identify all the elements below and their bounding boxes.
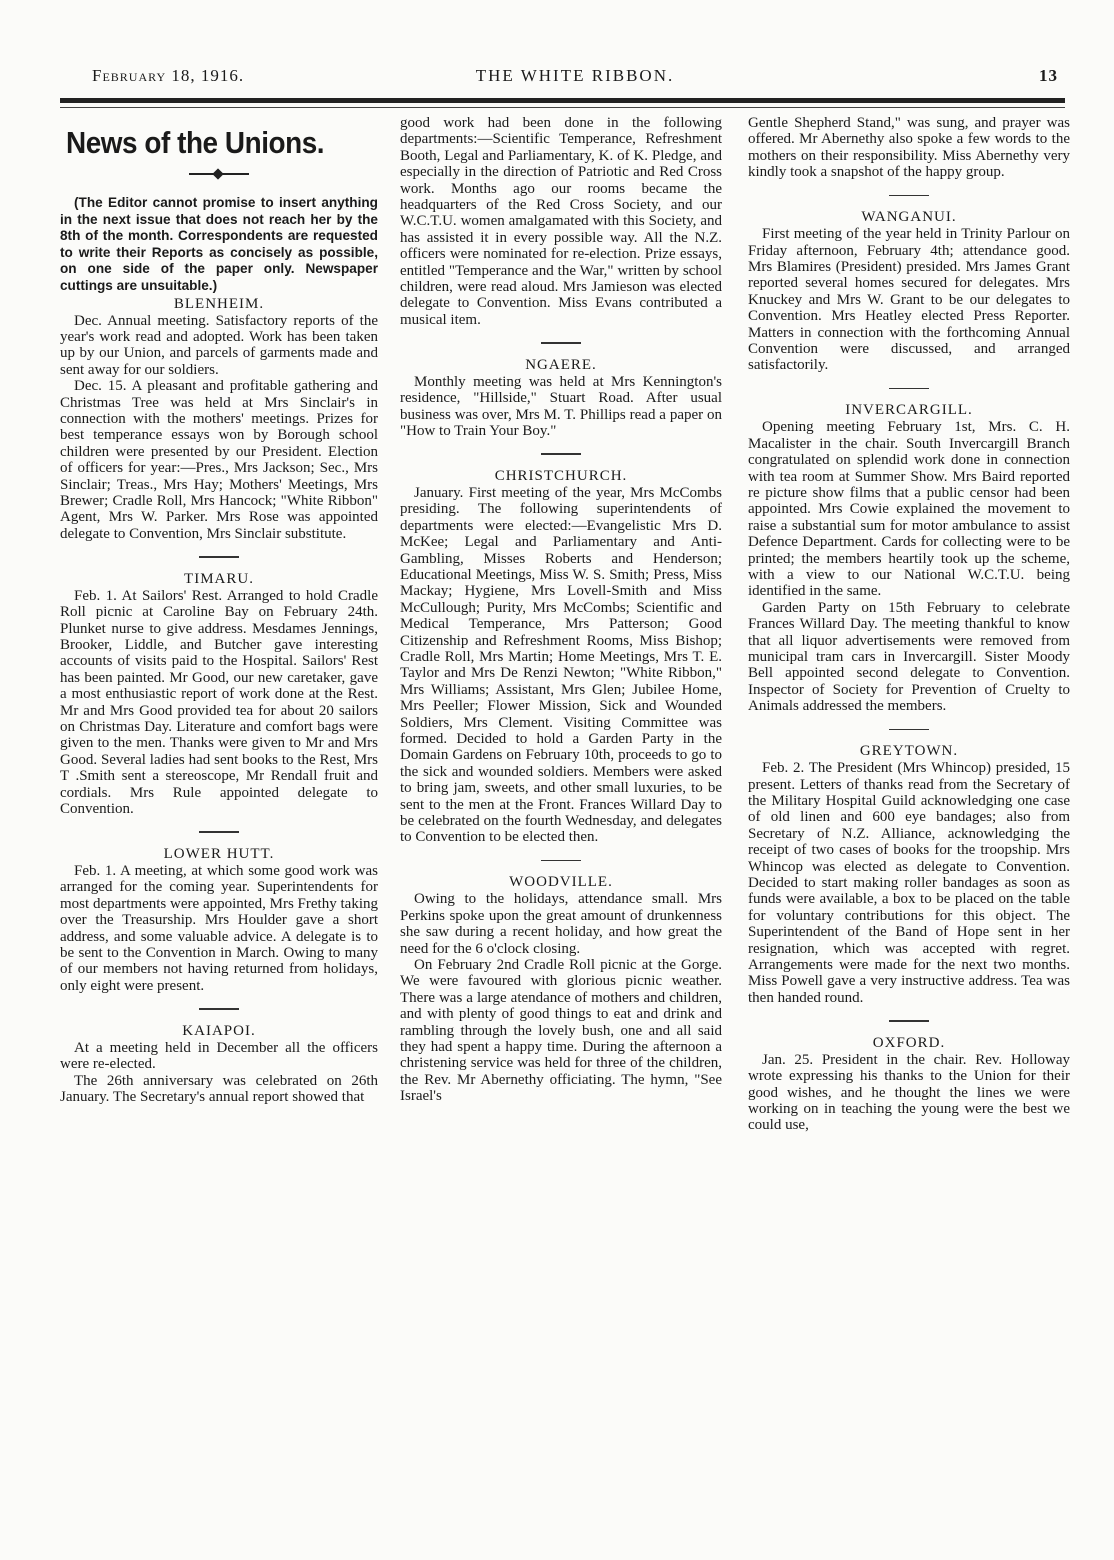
union-heading-woodville: WOODVILLE.: [509, 874, 613, 891]
header-rule: [60, 98, 1065, 103]
section-title: News of the Unions.: [66, 125, 325, 160]
report-paragraph: Opening meeting February 1st, Mrs. C. H. Macalister in the chair. South Invercargill Branch congratulated on splendid work done in connection with tea room at Summer Show. Mrs Baird reported re picture show films that a public censor had been appointed. Mrs Cowie explained the movement to raise a substantial sum for motor ambulance to assist Defence Department. Cards for collecting were to be printed; the members heartily took up the scheme, with a view to our National W.C.T.U. being identified in the same.: [748, 419, 1070, 600]
section-divider: [541, 342, 581, 344]
report-paragraph: On February 2nd Cradle Roll picnic at the Gorge. We were favoured with glorious picnic weather. There was a large atendance of mothers and children, and with plenty of good things to eat and drink and rambling through the lovely bush, one and all said they had spent a happy time. During the afternoon a christening service was held for three of the children, the Rev. Mr Abernethy officiating. The hymn, "See Israel's: [400, 956, 722, 1105]
report-paragraph: First meeting of the year held in Trinity Parlour on Friday afternoon, February 4th; attendance good. Mrs Blamires (President) presided. Mrs James Grant reported several homes secured for delegates. Mrs Knuckey and Mrs W. Grant to be our delegates to Convention. Mrs Heatley elected Press Reporter. Matters in connection with the forthcoming Annual Convention were discussed, and arranged satisfactorily.: [748, 226, 1070, 374]
section-divider: [889, 388, 929, 390]
union-heading-kaiapoi: KAIAPOI.: [182, 1022, 256, 1039]
report-paragraph: Dec. Annual meeting. Satisfactory reports of the year's work read and adopted. Work has been taken up by our Union, and parcels of garments made and sent away for our soldiers.: [60, 312, 378, 378]
section-divider: [541, 860, 581, 862]
column-3: [748, 115, 1070, 1134]
report-paragraph: Monthly meeting was held at Mrs Kennington's residence, "Hillside," Stuart Road. After usual business was over, Mrs M. T. Phillips read a paper on "How to Train Your Boy.": [400, 373, 722, 439]
column-1: [60, 115, 378, 1105]
union-heading-oxford: OXFORD.: [872, 1034, 946, 1051]
publication-title: THE WHITE RIBBON.: [475, 66, 675, 85]
issue-date: February 18, 1916.: [92, 66, 245, 85]
page-header: [92, 60, 1058, 90]
section-divider: [199, 831, 239, 833]
section-divider: [889, 1020, 929, 1022]
union-heading-lower-hutt: LOWER HUTT.: [163, 845, 275, 862]
section-divider: [199, 1008, 239, 1010]
header-rule-thin: [60, 107, 1065, 108]
section-divider: [889, 195, 929, 197]
title-ornament: [189, 173, 249, 175]
report-paragraph: Gentle Shepherd Stand," was sung, and prayer was offered. Mr Abernethy also spoke a few words to the mothers on their responsibility. Miss Abernethy very kindly took a snapshot of the happy group.: [748, 115, 1070, 181]
report-paragraph: Garden Party on 15th February to celebrate Frances Willard Day. The meeting thankful to know that all liquor advertisements were removed from municipal tram cars in Invercargill. Sister Moody Bell appointed second delegate to Convention. Inspector of Society for Prevention of Cruelty to Animals addressed the members.: [748, 599, 1070, 715]
union-heading-greytown: GREYTOWN.: [859, 743, 959, 760]
report-paragraph: Jan. 25. President in the chair. Rev. Holloway wrote expressing his thanks to the Union for their good wishes, and he thought the lines we were working on in teaching the young were the best we could use,: [748, 1051, 1070, 1134]
report-paragraph: Dec. 15. A pleasant and profitable gathering and Christmas Tree was held at Mrs Sinclair's in connection with the mothers' meetings. Prizes for best temperance essays won by Borough school children were presented by our President. Election of officers for year:—Pres., Mrs Jackson; Sec., Mrs Sinclair; Treas., Mrs Hay; Mothers' Meetings, Mrs Brewer; Cradle Roll, Mrs Hancock; "White Ribbon" Agent, Mrs W. Parker. Mrs Rose was appointed delegate to Convention, Mrs Sinclair substitute.: [60, 378, 378, 542]
report-paragraph: good work had been done in the following departments:—Scientific Temperance, Refreshment Booth, Legal and Parliamentary, K. of K. Pledge, and especially in the direction of Patriotic and Red Cross work. Months ago our rooms became the headquarters of the Red Cross Society, and our W.C.T.U. women amalgamated with this Society, and has assisted it in every possible way. All the N.Z. officers were nominated for re-election. Prize essays, entitled "Temperance and the War," written by school children, were read aloud. Mrs Jamieson was elected delegate to Convention. Miss Evans contributed a musical item.: [400, 115, 722, 328]
union-heading-timaru: TIMARU.: [184, 570, 254, 587]
union-heading-blenheim: BLENHEIM.: [173, 295, 265, 312]
section-divider: [889, 729, 929, 731]
column-2: [400, 115, 722, 1105]
page-number: 13: [1039, 66, 1058, 85]
report-paragraph: Feb. 2. The President (Mrs Whincop) presided, 15 present. Letters of thanks read from the Secretary of the Military Hospital Guild acknowledging one case of old linen and 600 eye bandages; also from Secretary of N.Z. Alliance, acknowledging the receipt of two cases of books for the troopship. Mrs Whincop was elected as delegate to Convention. Decided to start making roller bandages as soon as funds were available, a box to be placed on the table for voluntary contributions for this object. The Superintendent of the Band of Hope sent in her resignation, which was accepted with regret. Arrangements were made for the next two months. Miss Powell gave a very instructive address. Tea was then handed round.: [748, 760, 1070, 1006]
report-paragraph: January. First meeting of the year, Mrs McCombs presiding. The following superintendents of departments were elected:—Evangelistic Mrs D. McKee; Legal and Parliamentary and Anti-Gambling, Misses Roberts and Henderson; Educational Meetings, Miss W. S. Smith; Press, Miss Mackay; Hygiene, Mrs Lovell-Smith and Miss McCullough; Purity, Mrs McCombs; Scientific and Medical Temperance, Mrs Patterson; Good Citizenship and Refreshment Rooms, Miss Bishop; Cradle Roll, Mrs Martin; Home Meetings, Mrs T. E. Taylor and Mrs De Renzi Newton; "White Ribbon," Mrs Williams; Assistant, Mrs Glen; Jubilee Home, Mrs Peeller; Flower Mission, Sick and Wounded Soldiers, Mrs Clement. Visiting Committee was formed. Decided to hold a Garden Party in the Domain Gardens on February 10th, proceeds to go to the sick and wounded soldiers. Members were asked to bring jam, sweets, and other small luxuries, to be sent to the men at the Front. Frances Willard Day to be celebrated on the fourth Wednesday, and delegates to Convention to be elected then.: [400, 484, 722, 846]
report-paragraph: Owing to the holidays, attendance small. Mrs Perkins spoke upon the great amount of drunkenness she saw during a recent holiday, and how great the need for the 6 o'clock closing.: [400, 891, 722, 957]
section-divider: [541, 453, 581, 455]
report-paragraph: Feb. 1. At Sailors' Rest. Arranged to hold Cradle Roll picnic at Caroline Bay on February 24th. Plunket nurse to give address. Mesdames Jennings, Brooker, Liddle, and Butcher gave interesting accounts of visits paid to the Hospital. Sailors' Rest has been painted. Mr Good, our new caretaker, gave a most enthusiastic report of work done at the Rest. Mr and Mrs Good provided tea for about 20 sailors on Christmas Day. Literature and comfort bags were given to the men. Thanks were given to Mr and Mrs Good. Several ladies had sent books to the Rest, Mrs T .Smith sent a stereoscope, Mr Rendall fruit and cordials. Mrs Rule appointed delegate to Convention.: [60, 587, 378, 818]
union-heading-ngaere: NGAERE.: [525, 356, 597, 373]
report-paragraph: At a meeting held in December all the officers were re-elected.: [60, 1039, 378, 1073]
section-divider: [199, 556, 239, 558]
report-paragraph: Feb. 1. A meeting, at which some good work was arranged for the coming year. Superintendents for most departments were appointed, Mrs Frethy taking over the Treasurship. Mrs Houlder gave a short address, and some valuable advice. A delegate is to be sent to the Convention in March. Owing to many of our members not having returned from holidays, only eight were present.: [60, 862, 378, 994]
editor-note: (The Editor cannot promise to insert anything in the next issue that does not reach her by the 8th of the month. Correspondents are requested to write their Reports as concisely as possible, on one side of the paper only. Newspaper cuttings are unsuitable.): [60, 195, 378, 293]
union-heading-wanganui: WANGANUI.: [861, 209, 957, 226]
report-paragraph: The 26th anniversary was celebrated on 26th January. The Secretary's annual report showed that: [60, 1072, 378, 1105]
union-heading-christchurch: CHRISTCHURCH.: [494, 467, 628, 484]
union-heading-invercargill: INVERCARGILL.: [845, 402, 973, 419]
